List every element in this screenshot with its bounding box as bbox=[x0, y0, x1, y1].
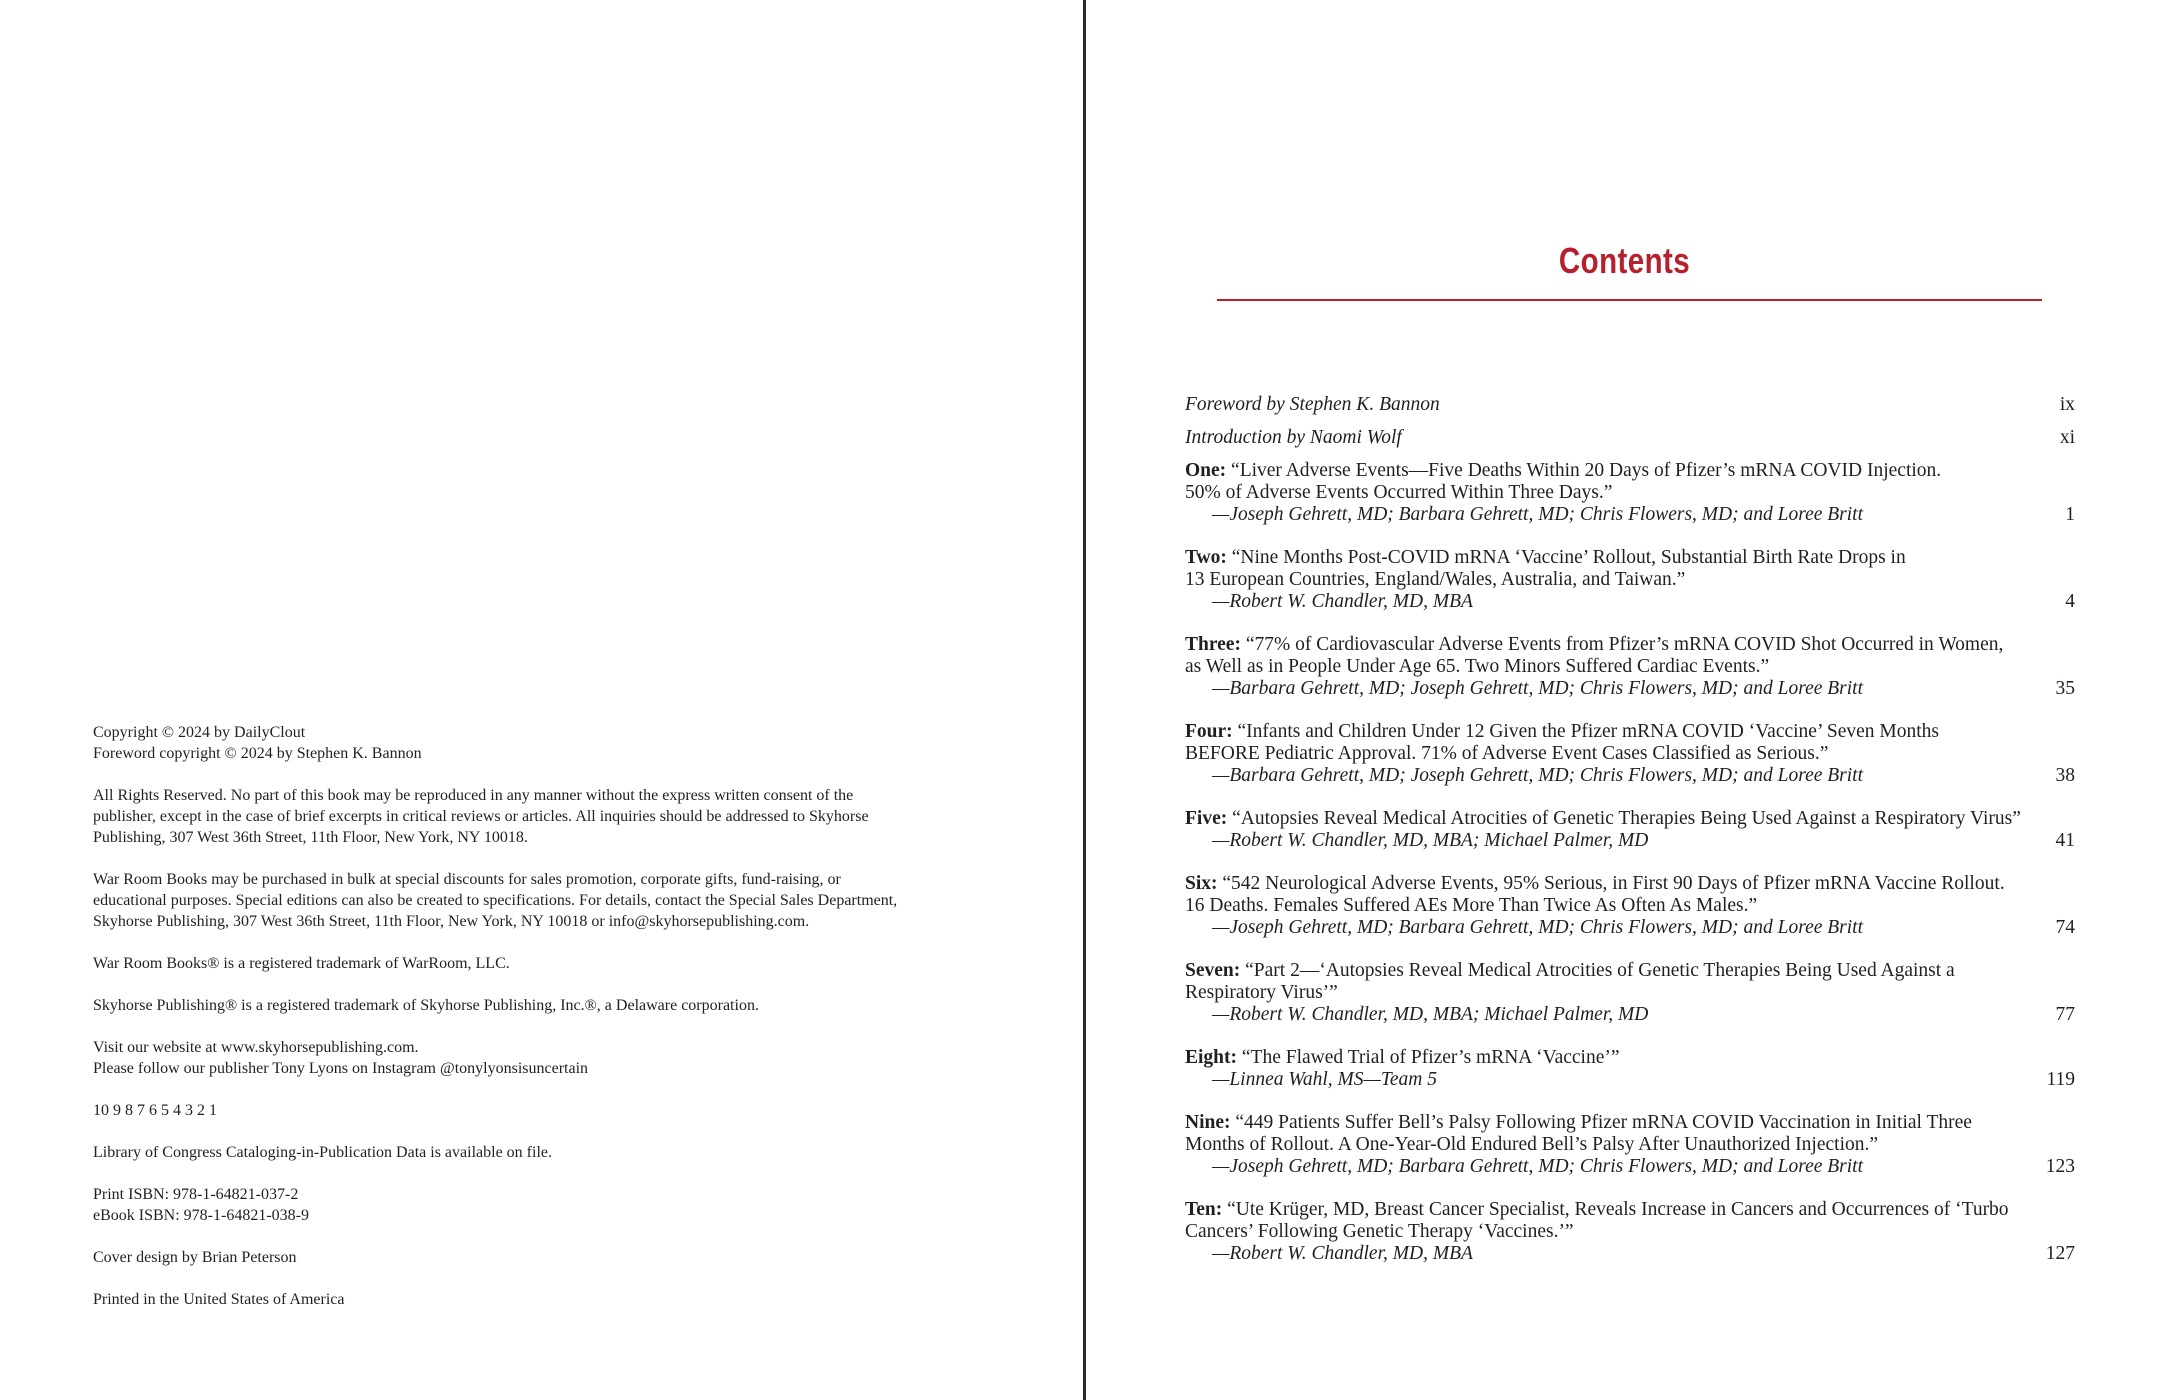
toc-chapter-title-line: 13 European Countries, England/Wales, Australia, and Taiwan.” bbox=[1185, 569, 1686, 590]
toc-chapter-authors: —Joseph Gehrett, MD; Barbara Gehrett, MD; Chris Flowers, MD; and Loree Britt bbox=[1212, 504, 1864, 525]
toc-chapter-title-line: “Nine Months Post-COVID mRNA ‘Vaccine’ Rollout, Substantial Birth Rate Drops in bbox=[1231, 547, 1906, 568]
toc-chapter-title-line: “The Flawed Trial of Pfizer’s mRNA ‘Vaccine’” bbox=[1241, 1047, 1620, 1068]
toc-chapter-title-line: BEFORE Pediatric Approval. 71% of Adverse Event Cases Classified as Serious.” bbox=[1185, 743, 1829, 764]
copyright-paragraph bbox=[93, 785, 993, 848]
copyright-line: Please follow our publisher Tony Lyons on Instagram @tonylyonsisuncertain bbox=[93, 1060, 589, 1077]
toc-chapter-number: Nine: bbox=[1185, 1112, 1231, 1133]
contents-rule bbox=[1217, 299, 2042, 301]
copyright-block bbox=[93, 722, 993, 1331]
toc-chapter-title-line: “542 Neurological Adverse Events, 95% Serious, in First 90 Days of Pfizer mRNA Vaccine Rollout. bbox=[1222, 873, 2005, 894]
toc-chapter-authors: —Barbara Gehrett, MD; Joseph Gehrett, MD; Chris Flowers, MD; and Loree Britt bbox=[1212, 765, 1864, 786]
toc-chapter-number: One: bbox=[1185, 460, 1227, 481]
toc-page-number: 41 bbox=[2055, 830, 2075, 851]
contents-title: Contents bbox=[1558, 240, 1691, 281]
toc-chapter-title-line: “Ute Krüger, MD, Breast Cancer Specialist, Reveals Increase in Cancers and Occurrences of ‘Turbo bbox=[1227, 1199, 2009, 1220]
copyright-line: Visit our website at www.skyhorsepublishing.com. bbox=[93, 1039, 419, 1056]
toc-page-number: 38 bbox=[2055, 765, 2075, 786]
copyright-paragraph bbox=[93, 1289, 993, 1310]
contents-page bbox=[1086, 0, 2163, 1400]
toc-chapter-entry bbox=[1185, 1112, 2075, 1178]
toc-chapter-entry bbox=[1185, 634, 2075, 700]
toc-chapter-authors: —Robert W. Chandler, MD, MBA bbox=[1212, 591, 1473, 612]
toc-page-number: 1 bbox=[2065, 504, 2075, 525]
toc-chapter-number: Seven: bbox=[1185, 960, 1241, 981]
toc-page-number: xi bbox=[2059, 427, 2075, 448]
toc-page-number: 127 bbox=[2045, 1243, 2075, 1264]
toc-chapter-authors: —Robert W. Chandler, MD, MBA; Michael Palmer, MD bbox=[1212, 830, 1649, 851]
toc-chapter-authors: —Robert W. Chandler, MD, MBA; Michael Palmer, MD bbox=[1212, 1004, 1649, 1025]
toc-chapter-authors: —Linnea Wahl, MS—Team 5 bbox=[1212, 1069, 1438, 1090]
toc-chapter-heading bbox=[1185, 634, 2035, 678]
toc-chapter-number: Three: bbox=[1185, 634, 1241, 655]
toc-chapter-title-line: Respiratory Virus’” bbox=[1185, 982, 1338, 1003]
toc-chapter-authors: —Joseph Gehrett, MD; Barbara Gehrett, MD; Chris Flowers, MD; and Loree Britt bbox=[1212, 917, 1864, 938]
toc-chapter-title-line: “449 Patients Suffer Bell’s Palsy Following Pfizer mRNA COVID Vaccination in Initial Three bbox=[1235, 1112, 1972, 1133]
copyright-line: Print ISBN: 978-1-64821-037-2 bbox=[93, 1186, 299, 1203]
toc-chapter-heading bbox=[1185, 1199, 2035, 1243]
toc-chapter-title-line: “Liver Adverse Events—Five Deaths Within 20 Days of Pfizer’s mRNA COVID Injection. bbox=[1231, 460, 1942, 481]
toc-chapter-entry bbox=[1185, 721, 2075, 787]
copyright-line: War Room Books may be purchased in bulk at special discounts for sales promotion, corporate gifts, fund-raising, or bbox=[93, 871, 841, 888]
toc-chapter-authors: —Robert W. Chandler, MD, MBA bbox=[1212, 1243, 1473, 1264]
toc-page-number: 77 bbox=[2055, 1004, 2075, 1025]
table-of-contents bbox=[1185, 394, 2075, 1286]
toc-page-number: 119 bbox=[2046, 1069, 2075, 1090]
toc-chapter-number: Ten: bbox=[1185, 1199, 1223, 1220]
copyright-line: Library of Congress Cataloging-in-Publication Data is available on file. bbox=[93, 1144, 552, 1161]
copyright-paragraph bbox=[93, 1142, 993, 1163]
copyright-paragraph bbox=[93, 1184, 993, 1226]
copyright-line: 10 9 8 7 6 5 4 3 2 1 bbox=[93, 1102, 217, 1119]
copyright-line: Skyhorse Publishing, 307 West 36th Street, 11th Floor, New York, NY 10018 or info@skyhorsepublishing.com. bbox=[93, 913, 810, 930]
copyright-line: Foreword copyright © 2024 by Stephen K. Bannon bbox=[93, 745, 422, 762]
copyright-paragraph bbox=[93, 869, 993, 932]
toc-chapter-title-line: 16 Deaths. Females Suffered AEs More Than Twice As Often As Males.” bbox=[1185, 895, 1758, 916]
toc-chapter-entry bbox=[1185, 547, 2075, 613]
toc-chapter-number: Two: bbox=[1185, 547, 1227, 568]
copyright-paragraph bbox=[93, 995, 993, 1016]
toc-front-matter-item bbox=[1185, 427, 2075, 449]
toc-chapter-entry bbox=[1185, 808, 2075, 852]
toc-chapter-title-line: “Part 2—‘Autopsies Reveal Medical Atrocities of Genetic Therapies Being Used Against a bbox=[1245, 960, 1955, 981]
toc-front-matter-label: Foreword by Stephen K. Bannon bbox=[1185, 394, 1440, 415]
toc-chapter-heading bbox=[1185, 873, 2035, 917]
toc-chapter-number: Four: bbox=[1185, 721, 1233, 742]
toc-chapter-heading bbox=[1185, 721, 2035, 765]
toc-chapter-heading bbox=[1185, 808, 2035, 830]
toc-chapter-heading bbox=[1185, 1047, 2035, 1069]
copyright-paragraph bbox=[93, 722, 993, 764]
toc-chapter-title-line: “77% of Cardiovascular Adverse Events from Pfizer’s mRNA COVID Shot Occurred in Women, bbox=[1245, 634, 2004, 655]
toc-page-number: 123 bbox=[2045, 1156, 2075, 1177]
toc-chapter-title-line: 50% of Adverse Events Occurred Within Three Days.” bbox=[1185, 482, 1613, 503]
toc-chapter-heading bbox=[1185, 960, 2035, 1004]
copyright-line: Cover design by Brian Peterson bbox=[93, 1249, 297, 1266]
toc-chapter-authors: —Barbara Gehrett, MD; Joseph Gehrett, MD; Chris Flowers, MD; and Loree Britt bbox=[1212, 678, 1864, 699]
toc-chapter-title-line: “Autopsies Reveal Medical Atrocities of Genetic Therapies Being Used Against a Respiratory Virus” bbox=[1232, 808, 2021, 829]
toc-chapter-title-line: Months of Rollout. A One-Year-Old Endured Bell’s Palsy After Unauthorized Injection.” bbox=[1185, 1134, 1879, 1155]
toc-chapter-title-line: Cancers’ Following Genetic Therapy ‘Vaccines.’” bbox=[1185, 1221, 1574, 1242]
toc-chapter-number: Five: bbox=[1185, 808, 1228, 829]
copyright-line: educational purposes. Special editions can also be created to specifications. For details, contact the Special Sales Department, bbox=[93, 892, 898, 909]
toc-chapter-heading bbox=[1185, 547, 2035, 591]
copyright-paragraph bbox=[93, 953, 993, 974]
toc-chapter-title-line: “Infants and Children Under 12 Given the Pfizer mRNA COVID ‘Vaccine’ Seven Months bbox=[1237, 721, 1940, 742]
copyright-line: Skyhorse Publishing® is a registered trademark of Skyhorse Publishing, Inc.®, a Delaware corporation. bbox=[93, 997, 759, 1014]
toc-chapter-entry bbox=[1185, 460, 2075, 526]
toc-chapter-number: Six: bbox=[1185, 873, 1218, 894]
toc-chapter-number: Eight: bbox=[1185, 1047, 1238, 1068]
copyright-line: Copyright © 2024 by DailyClout bbox=[93, 724, 306, 741]
toc-chapter-entry bbox=[1185, 873, 2075, 939]
copyright-line: War Room Books® is a registered trademark of WarRoom, LLC. bbox=[93, 955, 510, 972]
toc-chapter-heading bbox=[1185, 1112, 2035, 1156]
copyright-line: All Rights Reserved. No part of this book may be reproduced in any manner without the express written consent of the bbox=[93, 787, 854, 804]
toc-chapter-entry bbox=[1185, 1047, 2075, 1091]
copyright-paragraph bbox=[93, 1100, 993, 1121]
copyright-line: Printed in the United States of America bbox=[93, 1291, 345, 1308]
copyright-line: eBook ISBN: 978-1-64821-038-9 bbox=[93, 1207, 309, 1224]
copyright-paragraph bbox=[93, 1247, 993, 1268]
toc-page-number: 35 bbox=[2055, 678, 2075, 699]
toc-chapter-authors: —Joseph Gehrett, MD; Barbara Gehrett, MD; Chris Flowers, MD; and Loree Britt bbox=[1212, 1156, 1864, 1177]
toc-page-number: ix bbox=[2059, 394, 2075, 415]
toc-chapter-title-line: as Well as in People Under Age 65. Two Minors Suffered Cardiac Events.” bbox=[1185, 656, 1770, 677]
copyright-line: Publishing, 307 West 36th Street, 11th Floor, New York, NY 10018. bbox=[93, 829, 528, 846]
copyright-paragraph bbox=[93, 1037, 993, 1079]
toc-chapter-entry bbox=[1185, 1199, 2075, 1265]
toc-front-matter-item bbox=[1185, 394, 2075, 416]
toc-page-number: 74 bbox=[2055, 917, 2075, 938]
copyright-line: publisher, except in the case of brief excerpts in critical reviews or articles. All inquiries should be addressed to Skyhorse bbox=[93, 808, 869, 825]
toc-chapter-entry bbox=[1185, 960, 2075, 1026]
toc-chapter-heading bbox=[1185, 460, 2035, 504]
toc-page-number: 4 bbox=[2065, 591, 2075, 612]
toc-front-matter-label: Introduction by Naomi Wolf bbox=[1185, 427, 1402, 448]
